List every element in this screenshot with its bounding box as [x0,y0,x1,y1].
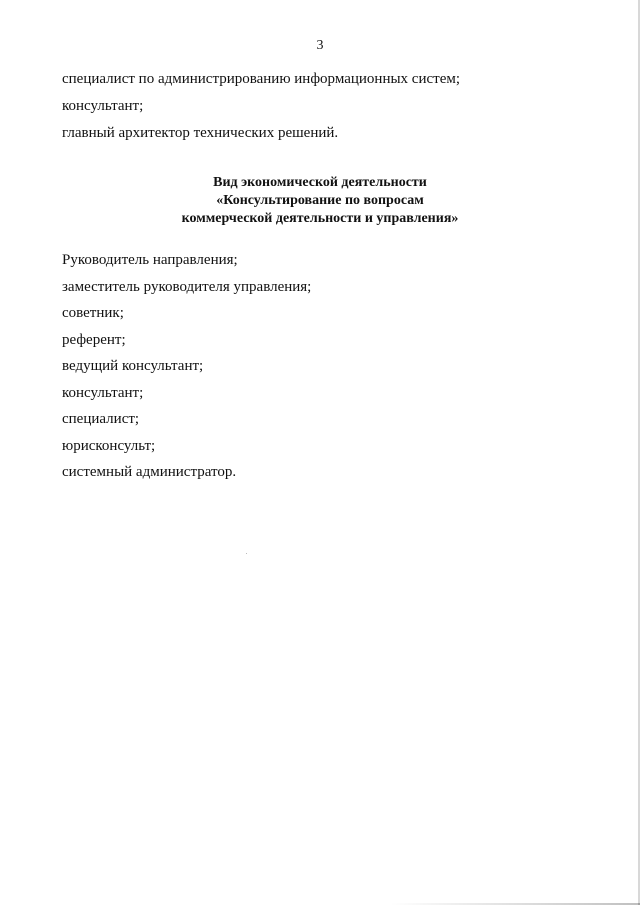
list-item: консультант; [62,384,144,401]
list-item: советник; [62,305,124,321]
section-heading-line: Вид экономической деятельности [213,175,427,190]
continued-position-list [62,66,460,147]
list-item: ведущий консультант; [62,358,204,374]
position-list [62,247,311,486]
section-heading-line: «Консультирование по вопросам [216,193,424,208]
scan-speck [246,553,247,554]
page-number: 3 [316,38,324,53]
list-item: референт; [62,331,126,348]
list-item: системный администратор. [62,464,237,480]
list-item: специалист по администрированию информационных систем; [62,71,461,87]
list-item: специалист; [62,411,140,427]
list-item: главный архитектор технических решений. [62,125,339,141]
list-item: заместитель руководителя управления; [62,278,312,295]
list-item: юрисконсульт; [62,437,156,454]
list-item: Руководитель направления; [62,252,238,268]
section-heading-line: коммерческой деятельности и управления» [181,211,459,226]
list-item: консультант; [62,98,144,114]
section-heading [0,174,640,228]
